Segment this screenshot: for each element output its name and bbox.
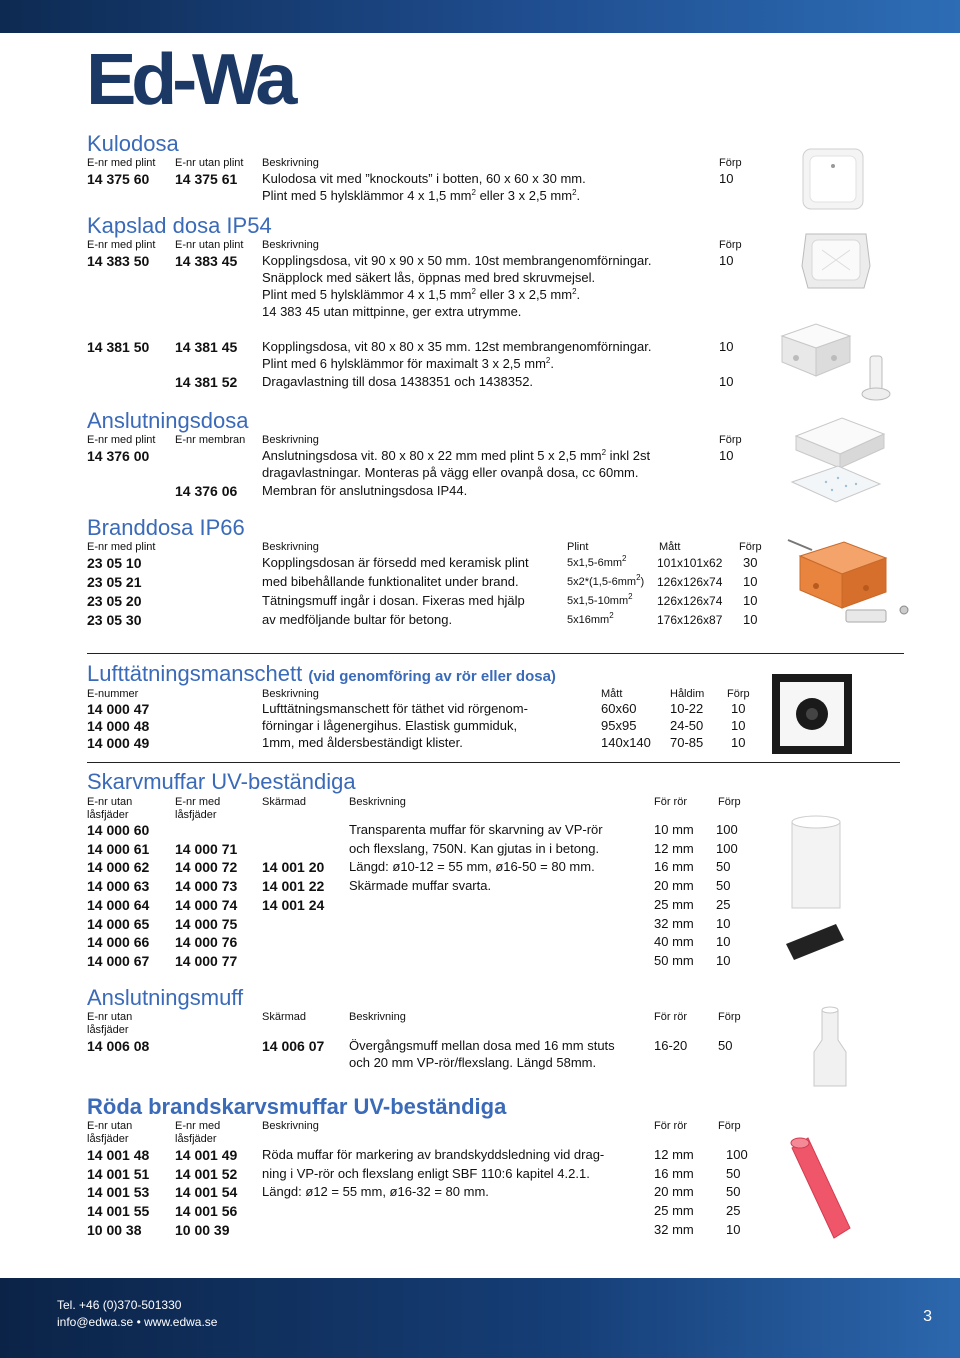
pack-qty: 10 (731, 701, 746, 716)
product-number: 14 375 60 (87, 171, 150, 187)
pipe-size: 16 mm (654, 859, 694, 875)
description: ning i VP-rör och flexslang enligt SBF 110:6 kapitel 4.2.1. (262, 1165, 590, 1181)
description: Längd: ø12 = 55 mm, ø16-32 = 80 mm. (262, 1184, 489, 1200)
col-header: Beskrivning (262, 688, 319, 700)
dimensions: 126x126x74 (657, 594, 723, 608)
hole-size: 10-22 (670, 701, 704, 716)
anslutningsdosa-product-image (786, 412, 890, 508)
page-footer (0, 1278, 960, 1358)
description: Röda muffar för markering av brandskyddsledning vid drag- (262, 1147, 605, 1162)
product-number: 23 05 30 (87, 612, 142, 628)
kapslad-dosa-product-image (798, 226, 874, 296)
col-header: E-nr med plint (87, 434, 156, 446)
description: Snäpplock med säkert lås, öppnas med bred skruvmejsel. (262, 270, 596, 285)
footer-contact: info@edwa.se • www.edwa.se (57, 1315, 218, 1329)
product-number: 14 000 76 (175, 934, 238, 951)
col-header: Förp (719, 157, 742, 169)
pack-qty: 100 (716, 840, 738, 856)
product-number: 10 00 39 (175, 1221, 230, 1238)
product-number: 14 000 75 (175, 915, 238, 932)
pack-qty: 25 (716, 896, 731, 912)
description: av medföljande bultar för betong. (262, 612, 453, 627)
product-number: 14 001 56 (175, 1203, 238, 1220)
col-header: Förp (719, 434, 742, 446)
pack-qty: 10 (743, 612, 758, 627)
pack-qty: 10 (719, 374, 734, 389)
pack-qty: 100 (716, 822, 738, 837)
product-number: 14 000 61 (87, 840, 150, 857)
product-number: 14 383 45 (175, 253, 238, 269)
product-number: 14 375 61 (175, 171, 238, 187)
col-header: För rör (654, 1120, 687, 1132)
footer-website[interactable]: www.edwa.se (144, 1315, 218, 1329)
description: Lufttätningsmanschett för täthet vid rörgenom- (262, 701, 528, 716)
hole-size: 24-50 (670, 718, 704, 733)
description: Tätningsmuff ingår i dosan. Fixeras med hjälp (262, 593, 525, 608)
product-number: 14 000 49 (87, 735, 150, 751)
pack-qty: 10 (731, 735, 746, 750)
description: förningar i lågenergihus. Elastisk gummiduk, (262, 718, 518, 733)
col-header: E-nr membran (175, 434, 246, 446)
col-header: E-nr utan plint (175, 157, 244, 169)
pipe-size: 32 mm (654, 915, 694, 931)
pack-qty: 10 (743, 574, 758, 589)
section-title-muff: Anslutningsmuff (87, 985, 244, 1010)
section-title-roda: Röda brandskarvsmuffar UV-beständiga (87, 1094, 507, 1119)
pack-qty: 50 (718, 1038, 733, 1053)
product-number: 14 001 49 (175, 1147, 238, 1163)
product-number: 14 001 20 (262, 859, 325, 876)
product-number: 23 05 20 (87, 593, 142, 609)
dragavlastning-product-image (860, 350, 894, 404)
description: Skärmade muffar svarta. (349, 878, 492, 894)
pipe-size: 40 mm (654, 934, 694, 950)
section-title-anslutningsdosa: Anslutningsdosa (87, 408, 249, 433)
dimensions: 126x126x74 (657, 575, 723, 589)
col-header: För rör (654, 796, 687, 808)
product-number: 14 001 22 (262, 878, 325, 895)
product-number: 23 05 21 (87, 574, 142, 590)
description: Kopplingsdosan är försedd med keramisk plint (262, 555, 529, 570)
product-number: 14 001 55 (87, 1203, 150, 1220)
col-header: E-nr utan (87, 796, 133, 808)
pack-qty: 50 (716, 859, 731, 875)
pack-qty: 50 (726, 1165, 741, 1181)
col-header: E-nr utan (87, 1011, 133, 1023)
col-header: Beskrivning (262, 157, 319, 169)
product-number: 14 000 67 (87, 952, 150, 969)
product-number: 14 001 24 (262, 896, 325, 913)
product-number: 14 000 74 (175, 896, 238, 913)
pipe-size: 16 mm (654, 1165, 694, 1181)
col-header: Håldim (670, 688, 705, 700)
product-number: 14 000 63 (87, 878, 150, 895)
kulodosa-product-image (800, 146, 866, 212)
product-number: 14 000 62 (87, 859, 150, 876)
product-number: 14 006 08 (87, 1038, 150, 1054)
pack-qty: 50 (726, 1184, 741, 1200)
product-number: 14 000 73 (175, 878, 238, 895)
col-header: Skärmad (262, 796, 307, 808)
product-number: 14 000 48 (87, 718, 150, 734)
description: Membran för anslutningsdosa IP44. (262, 483, 468, 498)
footer-phone: Tel. +46 (0)370-501330 (57, 1298, 182, 1312)
pack-qty: 25 (726, 1203, 741, 1219)
product-number: 14 000 65 (87, 915, 150, 932)
pack-qty: 50 (716, 878, 731, 894)
col-header: Förp (739, 541, 762, 553)
dimensions: 60x60 (601, 701, 637, 716)
product-number: 14 000 47 (87, 701, 150, 717)
dimensions: 176x126x87 (657, 613, 723, 627)
lufttatningsmanschett-product-image (770, 672, 854, 756)
product-number: 14 000 66 (87, 934, 150, 951)
pipe-size: 12 mm (654, 1147, 694, 1162)
edwa-logo: Ed-Wa (86, 40, 293, 120)
description: 1mm, med åldersbeständigt klister. (262, 735, 463, 750)
pack-qty: 10 (719, 171, 734, 186)
product-number: 14 376 00 (87, 448, 150, 464)
section-title-kulodosa: Kulodosa (87, 131, 179, 156)
pack-qty: 10 (719, 339, 734, 354)
col-header: E-nr med plint (87, 541, 156, 553)
description: och flexslang, 750N. Kan gjutas in i betong. (349, 840, 600, 856)
section-title-kapslad: Kapslad dosa IP54 (87, 213, 272, 238)
pipe-size: 25 mm (654, 896, 694, 912)
product-number: 14 000 71 (175, 840, 238, 857)
col-header: Mått (659, 541, 681, 553)
skarvmuffar-product-image (778, 812, 854, 972)
col-header: Beskrivning (349, 796, 406, 808)
pipe-size: 12 mm (654, 840, 694, 856)
col-header: E-nr utan plint (175, 239, 244, 251)
product-number: 14 001 52 (175, 1165, 238, 1182)
description: Längd: ø10-12 = 55 mm, ø16-50 = 80 mm. (349, 859, 595, 875)
plint-spec: $5x16mm^2$ (567, 611, 614, 626)
plint-spec: $5x2*(1,5-6mm^2)$ (567, 573, 645, 588)
description: med bibehållande funktionalitet under brand. (262, 574, 519, 589)
col-header: Beskrivning (262, 541, 319, 553)
pipe-size: 20 mm (654, 1184, 694, 1200)
product-number: 14 383 50 (87, 253, 150, 269)
plint-spec: $5x1,5-10mm^2$ (567, 592, 633, 607)
hole-size: 70-85 (670, 735, 704, 750)
section-title-branddosa: Branddosa IP66 (87, 515, 245, 540)
pipe-size: 25 mm (654, 1203, 694, 1219)
col-header: låsfjäder (87, 1024, 129, 1036)
col-header: E-nr utan (87, 1120, 133, 1132)
col-header: För rör (654, 1011, 687, 1023)
description: och 20 mm VP-rör/flexslang. Längd 58mm. (349, 1055, 597, 1070)
pipe-size: 32 mm (654, 1221, 694, 1237)
product-number: 14 000 64 (87, 896, 150, 913)
pipe-size: 50 mm (654, 952, 694, 968)
col-header: E-nr med (175, 796, 221, 808)
col-header: E-nr med plint (87, 239, 156, 251)
col-header: låsfjäder (87, 1133, 129, 1145)
description: Transparenta muffar för skarvning av VP-rör (349, 822, 603, 837)
pack-qty: 10 (719, 253, 734, 268)
product-number: 14 000 60 (87, 822, 150, 838)
pack-qty: 100 (726, 1147, 748, 1162)
product-number: 14 000 72 (175, 859, 238, 876)
product-number: 14 001 51 (87, 1165, 150, 1182)
product-number: 14 006 07 (262, 1038, 325, 1054)
section-title-luft: Lufttätningsmanschett (vid genomföring av rör eller dosa) (87, 661, 556, 686)
col-header: E-nummer (87, 688, 139, 700)
plint-spec: $5x1,5-6mm^2$ (567, 554, 627, 569)
section-title-skarv: Skarvmuffar UV-beständiga (87, 769, 356, 794)
anslutningsmuff-product-image (806, 1006, 854, 1090)
col-header: Mått (601, 688, 623, 700)
pack-qty: 10 (716, 915, 731, 931)
product-number: 14 381 52 (175, 374, 238, 390)
pipe-size: 20 mm (654, 878, 694, 894)
pack-qty: 10 (743, 593, 758, 608)
pack-qty: 10 (726, 1221, 741, 1237)
pack-qty: 10 (716, 952, 731, 968)
col-header: Beskrivning (262, 239, 319, 251)
description: Anslutningsdosa vit. 80 x 80 x 22 mm med plint 5 x 2,5 $mm^2$ inkl 2st (262, 448, 651, 463)
pack-qty: 30 (743, 555, 758, 570)
product-number: 10 00 38 (87, 1221, 142, 1238)
description: dragavlastningar. Monteras på vägg eller ovanpå dosa, cc 60mm. (262, 465, 639, 480)
col-header: Förp (719, 239, 742, 251)
col-header: Beskrivning (262, 1120, 319, 1132)
description: Kopplingsdosa, vit 80 x 80 x 35 mm. 12st membrangenomförningar. (262, 339, 652, 354)
pipe-size: 10 mm (654, 822, 694, 837)
description: Övergångsmuff mellan dosa med 16 mm stuts (349, 1038, 615, 1053)
kopplingsdosa-product-image (776, 318, 856, 384)
pipe-size: 16-20 (654, 1038, 688, 1053)
description: Kulodosa vit med ”knockouts” i botten, 60 x 60 x 30 mm. (262, 171, 586, 186)
col-header: låsfjäder (175, 1133, 217, 1145)
description: Kopplingsdosa, vit 90 x 90 x 50 mm. 10st membrangenomförningar. (262, 253, 652, 268)
product-number: 14 001 53 (87, 1184, 150, 1201)
col-header: Beskrivning (349, 1011, 406, 1023)
product-number: 14 381 45 (175, 339, 238, 355)
dimensions: 95x95 (601, 718, 637, 733)
product-number: 14 381 50 (87, 339, 150, 355)
col-header: Förp (718, 796, 741, 808)
pack-qty: 10 (731, 718, 746, 733)
col-header: låsfjäder (175, 809, 217, 821)
branddosa-product-image (786, 528, 916, 638)
footer-email[interactable]: info@edwa.se (57, 1315, 134, 1329)
divider (87, 762, 900, 763)
description: Plint med 5 hylsklämmor 4 x 1,5 $mm^2$ eller 3 x 2,5 $mm^2$. (262, 188, 581, 203)
product-number: 14 376 06 (175, 483, 238, 499)
col-header: Beskrivning (262, 434, 319, 446)
divider (87, 653, 904, 654)
description: Plint med 6 hylsklämmor för maximalt 3 x 2,5 $mm^2$. (262, 356, 554, 371)
dimensions: 140x140 (601, 735, 651, 750)
page-number: 3 (923, 1308, 932, 1325)
col-header: Förp (727, 688, 750, 700)
roda-muffar-product-image (786, 1130, 856, 1250)
product-number: 23 05 10 (87, 555, 142, 571)
col-header: Skärmad (262, 1011, 307, 1023)
dimensions: 101x101x62 (657, 556, 723, 570)
col-header: Plint (567, 541, 589, 553)
product-number: 14 001 48 (87, 1147, 150, 1163)
pack-qty: 10 (716, 934, 731, 950)
product-number: 14 001 54 (175, 1184, 238, 1201)
col-header: E-nr med (175, 1120, 221, 1132)
product-number: 14 000 77 (175, 952, 238, 969)
top-banner (0, 0, 960, 33)
pack-qty: 10 (719, 448, 734, 463)
col-header: Förp (718, 1120, 741, 1132)
col-header: låsfjäder (87, 809, 129, 821)
description: 14 383 45 utan mittpinne, ger extra utrymme. (262, 304, 522, 319)
col-header: Förp (718, 1011, 741, 1023)
description: Plint med 5 hylsklämmor 4 x 1,5 $mm^2$ eller 3 x 2,5 $mm^2$. (262, 287, 581, 302)
col-header: E-nr med plint (87, 157, 156, 169)
description: Dragavlastning till dosa 1438351 och 1438352. (262, 374, 534, 389)
